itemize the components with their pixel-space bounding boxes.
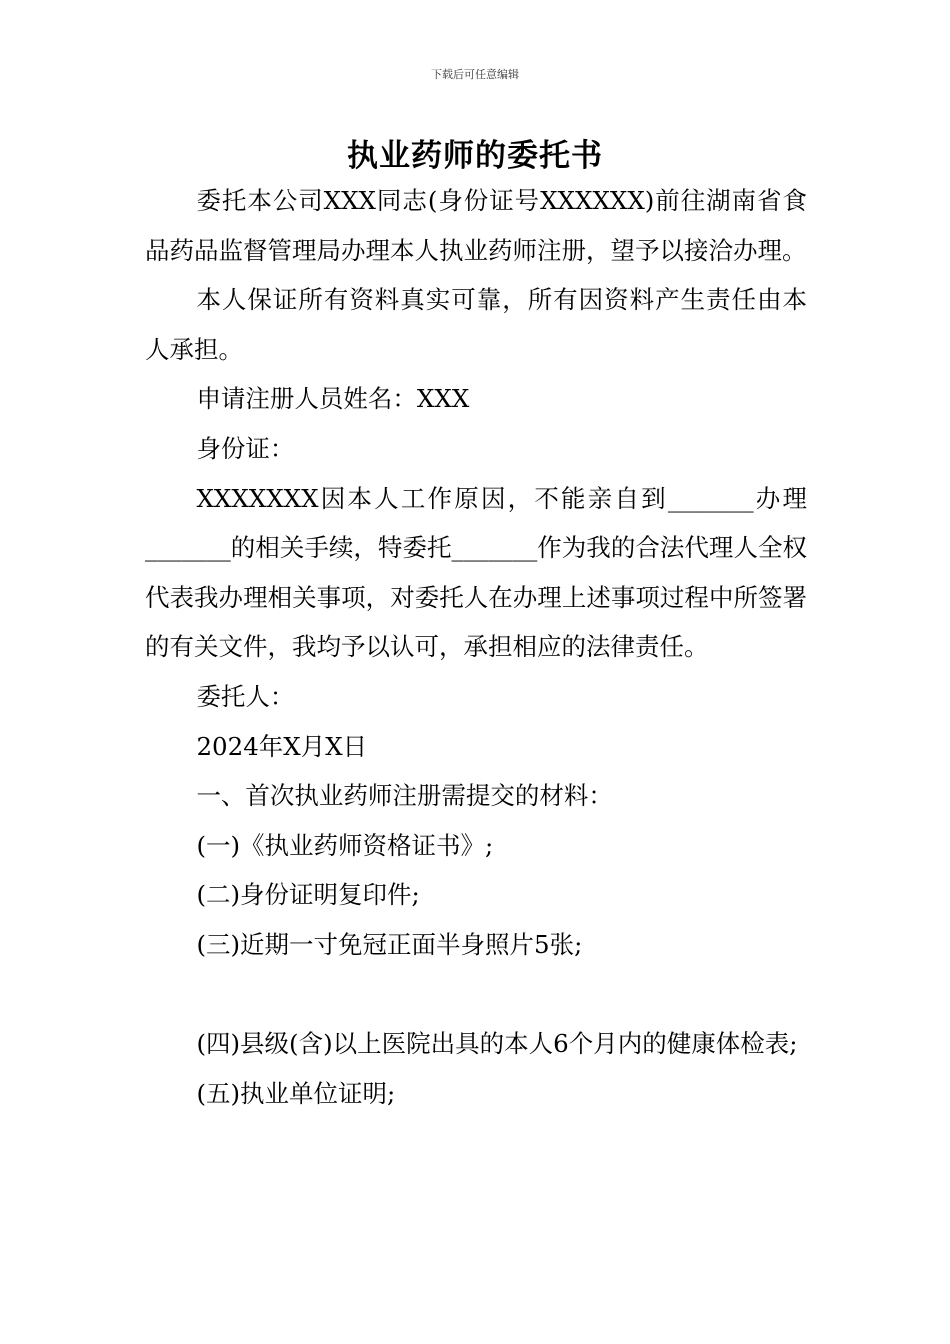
paragraph-id-card: 身份证： [196,433,295,463]
document-title: 执业药师的委托书 [347,138,603,174]
list-item: (五)执业单位证明; [196,1078,396,1108]
list-item: (一)《执业药师资格证书》; [196,830,494,860]
paragraph-entrustment: 委托本公司XXX同志(身份证号XXXXXX)前往湖南省食品药品监督管理局办理本人执业药师注册，望予以接洽办理。 [145,186,807,265]
paragraph-principal: 委托人： [196,681,295,711]
paragraph-guarantee: 本人保证所有资料真实可靠，所有因资料产生责任由本人承担。 [145,285,807,364]
paragraph-authorization: XXXXXXX因本人工作原因，不能亲自到_______办理_______的相关手续，特委托_______作为我的合法代理人全权代表我办理相关事项，对委托人在办理上述事项过程中所签署的有关文件，我均予以认可，承担相应的法律责任。 [145,483,807,662]
list-item: (三)近期一寸免冠正面半身照片5张; [196,929,583,959]
list-item: (二)身份证明复印件; [196,880,420,910]
list-item: (四)县级(含)以上医院出具的本人6个月内的健康体检表; [196,1029,798,1059]
header-note: 下载后可任意编辑 [431,68,519,81]
paragraph-applicant-name: 申请注册人员姓名：XXX [196,384,470,414]
paragraph-date: 2024年X月X日 [196,731,368,761]
document-body [145,176,807,1118]
paragraph-section-heading: 一、首次执业药师注册需提交的材料： [196,781,613,811]
